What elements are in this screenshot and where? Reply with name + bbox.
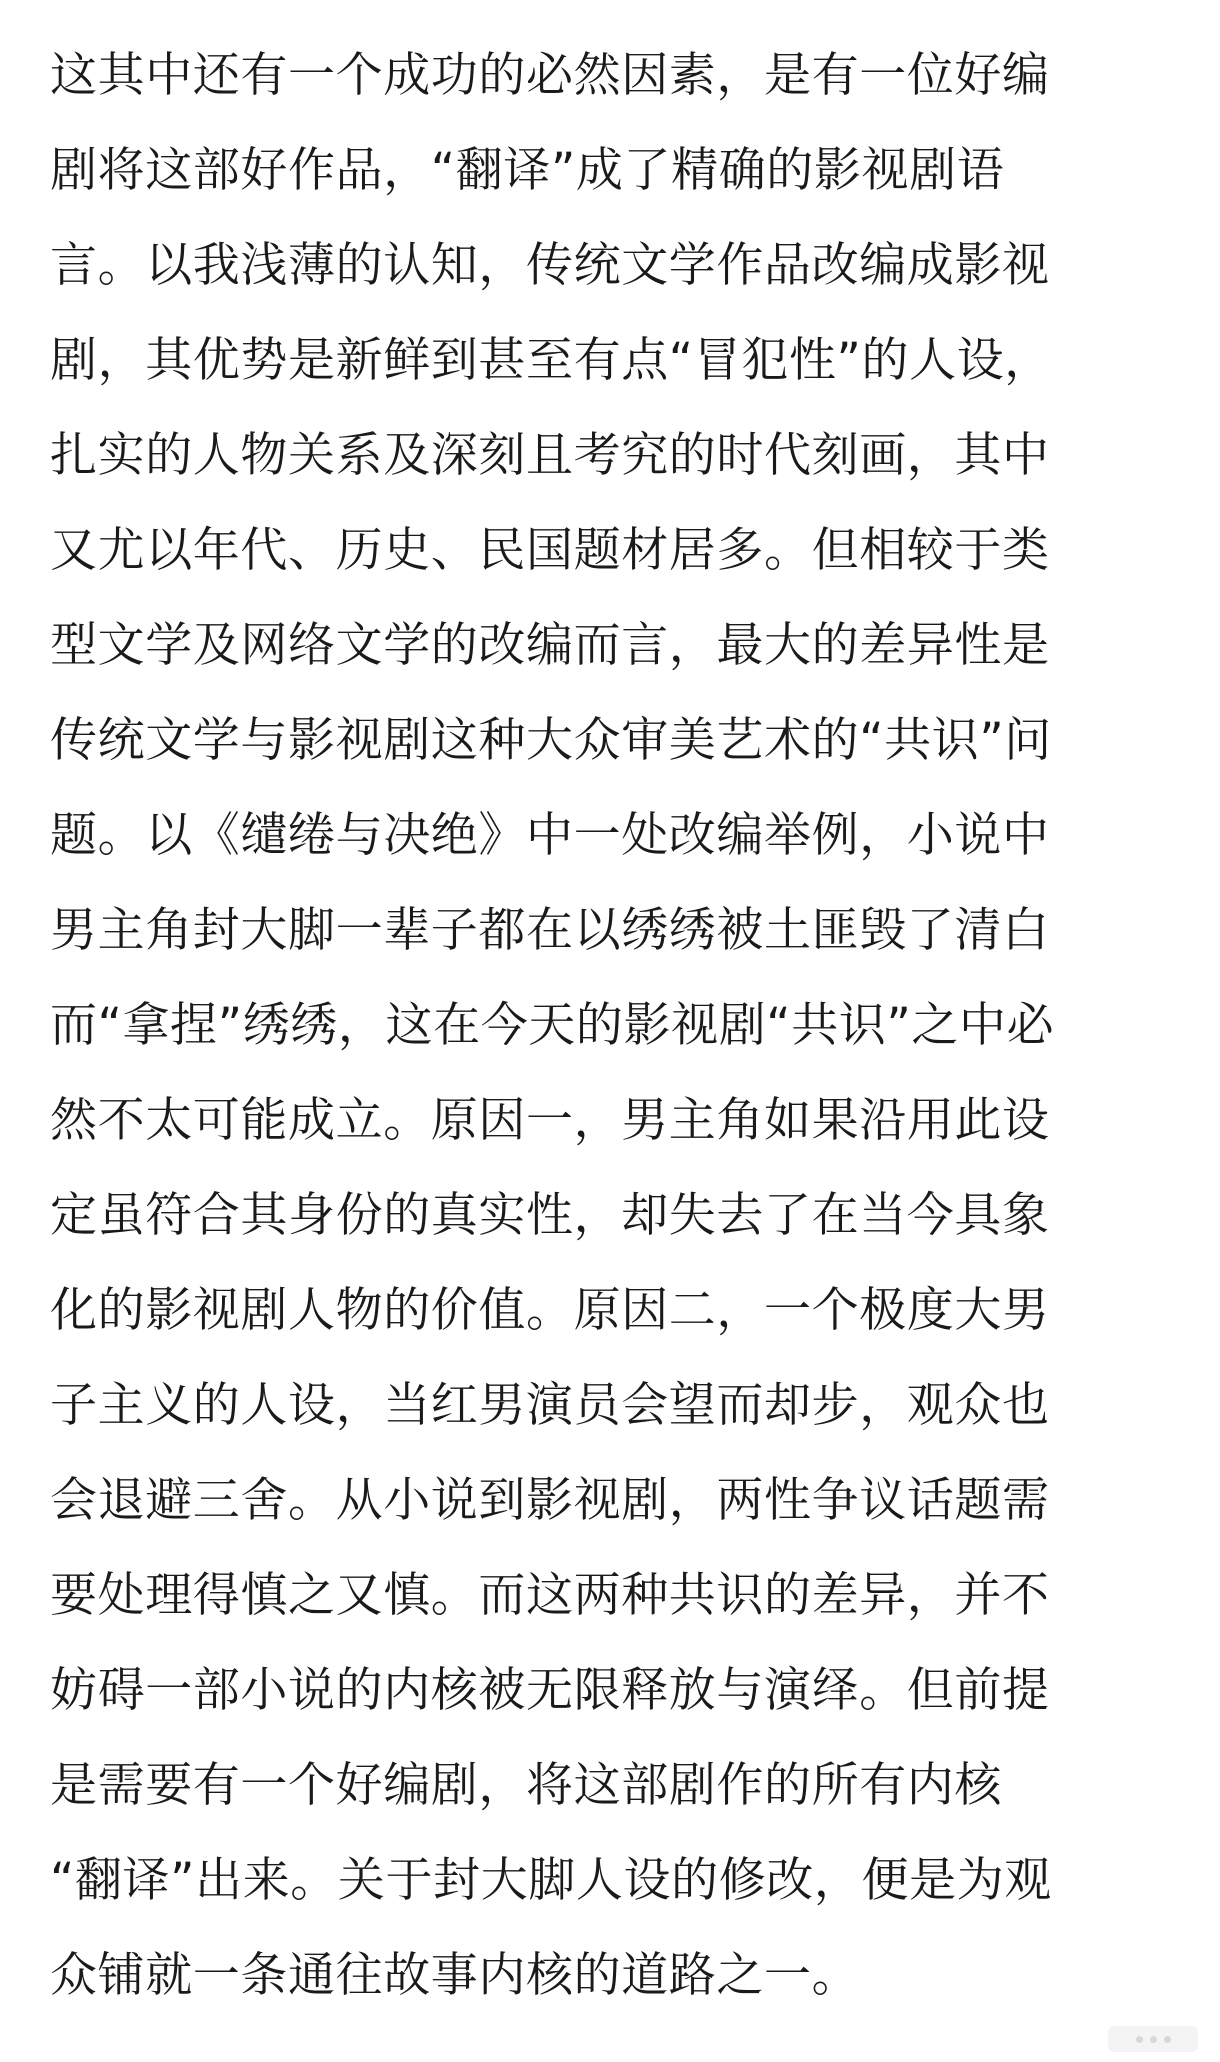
article-line: 这其中还有一个成功的必然因素，是有一位好编 bbox=[50, 48, 1050, 103]
article-line: 子主义的人设，当红男演员会望而却步，观众也 bbox=[50, 1378, 1050, 1433]
article-line: 男主角封大脚一辈子都在以绣绣被土匪毁了清白 bbox=[50, 903, 1050, 958]
article-line: 化的影视剧人物的价值。原因二，一个极度大男 bbox=[50, 1283, 1050, 1338]
article-line: 众铺就一条通往故事内核的道路之一。 bbox=[50, 1948, 860, 2003]
article-text bbox=[50, 28, 1180, 2023]
article-line: 妨碍一部小说的内核被无限释放与演绎。但前提 bbox=[50, 1663, 1050, 1718]
article-line: 剧将这部好作品，“翻译”成了精确的影视剧语 bbox=[50, 143, 1005, 198]
article-line: 言。以我浅薄的认知，传统文学作品改编成影视 bbox=[50, 238, 1050, 293]
article-line: 而“拿捏”绣绣，这在今天的影视剧“共识”之中必 bbox=[50, 998, 1055, 1053]
article-line: 是需要有一个好编剧，将这部剧作的所有内核 bbox=[50, 1758, 1002, 1813]
article-line: 传统文学与影视剧这种大众审美艺术的“共识”问 bbox=[50, 713, 1052, 768]
article-line: 然不太可能成立。原因一，男主角如果沿用此设 bbox=[50, 1093, 1050, 1148]
article-line: 要处理得慎之又慎。而这两种共识的差异，并不 bbox=[50, 1568, 1050, 1623]
more-dots-icon bbox=[1108, 2026, 1198, 2052]
article-line: 定虽符合其身份的真实性，却失去了在当今具象 bbox=[50, 1188, 1050, 1243]
article-line: 又尤以年代、历史、民国题材居多。但相较于类 bbox=[50, 523, 1050, 578]
article-line: 型文学及网络文学的改编而言，最大的差异性是 bbox=[50, 618, 1050, 673]
article-line: “翻译”出来。关于封大脚人设的修改，便是为观 bbox=[50, 1853, 1052, 1908]
article-line: 题。以《缱绻与决绝》中一处改编举例，小说中 bbox=[50, 808, 1050, 863]
article-line: 剧，其优势是新鲜到甚至有点“冒犯性”的人设， bbox=[50, 333, 1052, 388]
article-line: 会退避三舍。从小说到影视剧，两性争议话题需 bbox=[50, 1473, 1050, 1528]
article-line: 扎实的人物关系及深刻且考究的时代刻画，其中 bbox=[50, 428, 1050, 483]
